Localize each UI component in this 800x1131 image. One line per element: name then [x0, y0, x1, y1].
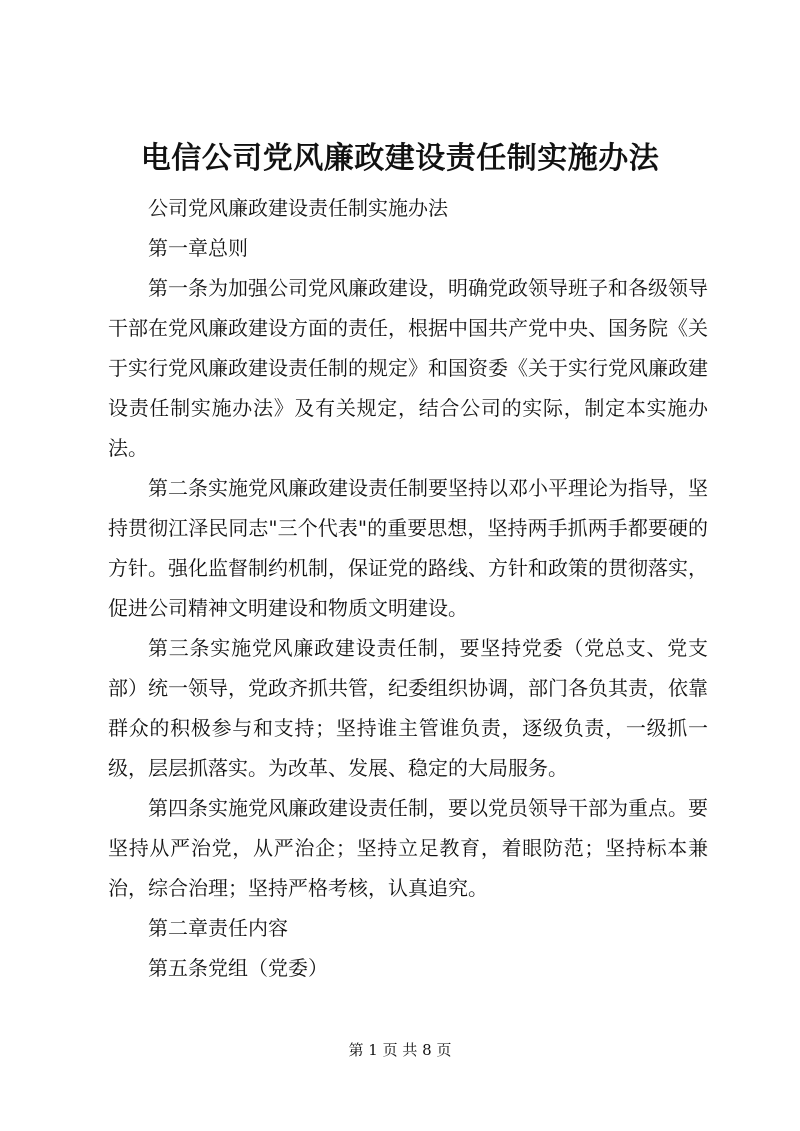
article-paragraph: 第四条实施党风廉政建设责任制，要以党员领导干部为重点。要坚持从严治党，从严治企；坚持立足教育，着眼防范；坚持标本兼治，综合治理；坚持严格考核，认真追究。 — [108, 796, 708, 900]
document-body — [108, 188, 708, 988]
article-paragraph: 第一条为加强公司党风廉政建设，明确党政领导班子和各级领导干部在党风廉政建设方面的责任，根据中国共产党中央、国务院《关于实行党风廉政建设责任制的规定》和国资委《关于实行党风廉政建设责任制实施办法》及有关规定，结合公司的实际，制定本实施办法。 — [108, 276, 708, 460]
article-paragraph: 第五条党组（党委） — [148, 956, 328, 980]
page-footer: 第 1 页 共 8 页 — [348, 1041, 452, 1059]
article-paragraph: 第三条实施党风廉政建设责任制，要坚持党委（党总支、党支部）统一领导，党政齐抓共管，纪委组织协调，部门各负其责，依靠群众的积极参与和支持；坚持谁主管谁负责，逐级负责，一级抓一级，层层抓落实。为改革、发展、稳定的大局服务。 — [108, 636, 708, 780]
subtitle-paragraph: 公司党风廉政建设责任制实施办法 — [148, 196, 448, 220]
document-title: 电信公司党风廉政建设责任制实施办法 — [140, 141, 660, 176]
article-paragraph: 第二条实施党风廉政建设责任制要坚持以邓小平理论为指导，坚持贯彻江泽民同志"三个代表"的重要思想，坚持两手抓两手都要硬的方针。强化监督制约机制，保证党的路线、方针和政策的贯彻落实，促进公司精神文明建设和物质文明建设。 — [108, 476, 708, 620]
chapter-heading: 第二章责任内容 — [148, 916, 288, 940]
chapter-heading: 第一章总则 — [148, 236, 248, 260]
